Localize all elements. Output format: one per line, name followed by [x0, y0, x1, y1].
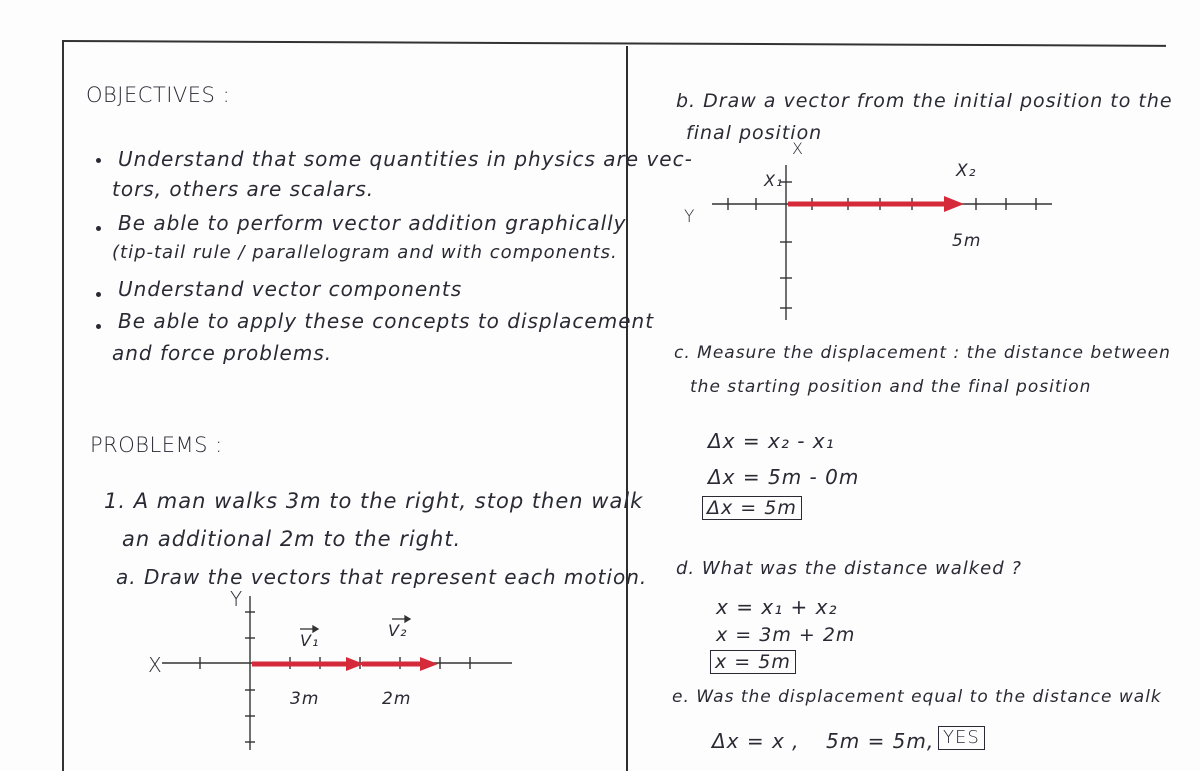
objectives-heading: OBJECTIVES : [86, 83, 231, 107]
part-e-equation-a: Δx = x , [712, 729, 800, 753]
v1-label: V₁ [300, 631, 320, 650]
diagram-b-x-label: X [792, 139, 804, 158]
diagram-a-x-label: X [148, 653, 163, 677]
segment-3m-label: 3m [290, 689, 320, 709]
part-e-equation-b: 5m = 5m, [826, 729, 935, 753]
objective-2-line-1: Be able to perform vector addition graphically [118, 211, 627, 235]
objective-4-line-1: Be able to apply these concepts to displacement [118, 309, 655, 333]
objective-1-line-2: tors, others are scalars. [112, 177, 375, 201]
x2-label: X₂ [956, 161, 977, 181]
part-c-equation-1: Δx = x₂ - x₁ [708, 429, 835, 453]
part-c-line-2: the starting position and the final position [690, 377, 1092, 397]
part-d-equation-2: x = 3m + 2m [716, 624, 856, 646]
diagram-b-y-label: Y [684, 207, 696, 227]
x1-label: X₁ [764, 171, 784, 190]
problem-1-line-2: an additional 2m to the right. [122, 527, 462, 551]
part-d-equation-1: x = x₁ + x₂ [716, 595, 838, 619]
problems-heading: PROBLEMS : [90, 433, 223, 457]
part-e-question: e. Was the displacement equal to the distance walk [672, 687, 1162, 707]
objective-2-line-2: (tip-tail rule / parallelogram and with components. [112, 242, 618, 263]
problem-1-part-a: a. Draw the vectors that represent each motion. [116, 565, 648, 589]
objective-3-line-1: Understand vector components [118, 277, 463, 301]
part-b-line-2: final position [686, 122, 823, 144]
part-d-question: d. What was the distance walked ? [676, 558, 1022, 579]
displacement-arrow [788, 196, 964, 212]
part-c-line-1: c. Measure the displacement : the distance between [674, 343, 1171, 363]
objective-1-line-1: Understand that some quantities in physics are vec- [118, 147, 693, 171]
part-c-answer-box: Δx = 5m [702, 496, 802, 520]
objective-4-line-2: and force problems. [112, 341, 333, 365]
part-d-answer-box: x = 5m [710, 650, 796, 674]
diagram-a-y-label: Y [230, 587, 244, 611]
problem-1-line-1: 1. A man walks 3m to the right, stop then walk [104, 489, 644, 513]
part-e-answer-box: YES [938, 726, 985, 750]
displacement-length-label: 5m [952, 231, 982, 251]
part-c-equation-2: Δx = 5m - 0m [708, 465, 860, 489]
segment-2m-label: 2m [382, 689, 412, 709]
v2-label: V₂ [388, 621, 408, 640]
part-b-line-1: b. Draw a vector from the initial position to the [676, 90, 1173, 112]
